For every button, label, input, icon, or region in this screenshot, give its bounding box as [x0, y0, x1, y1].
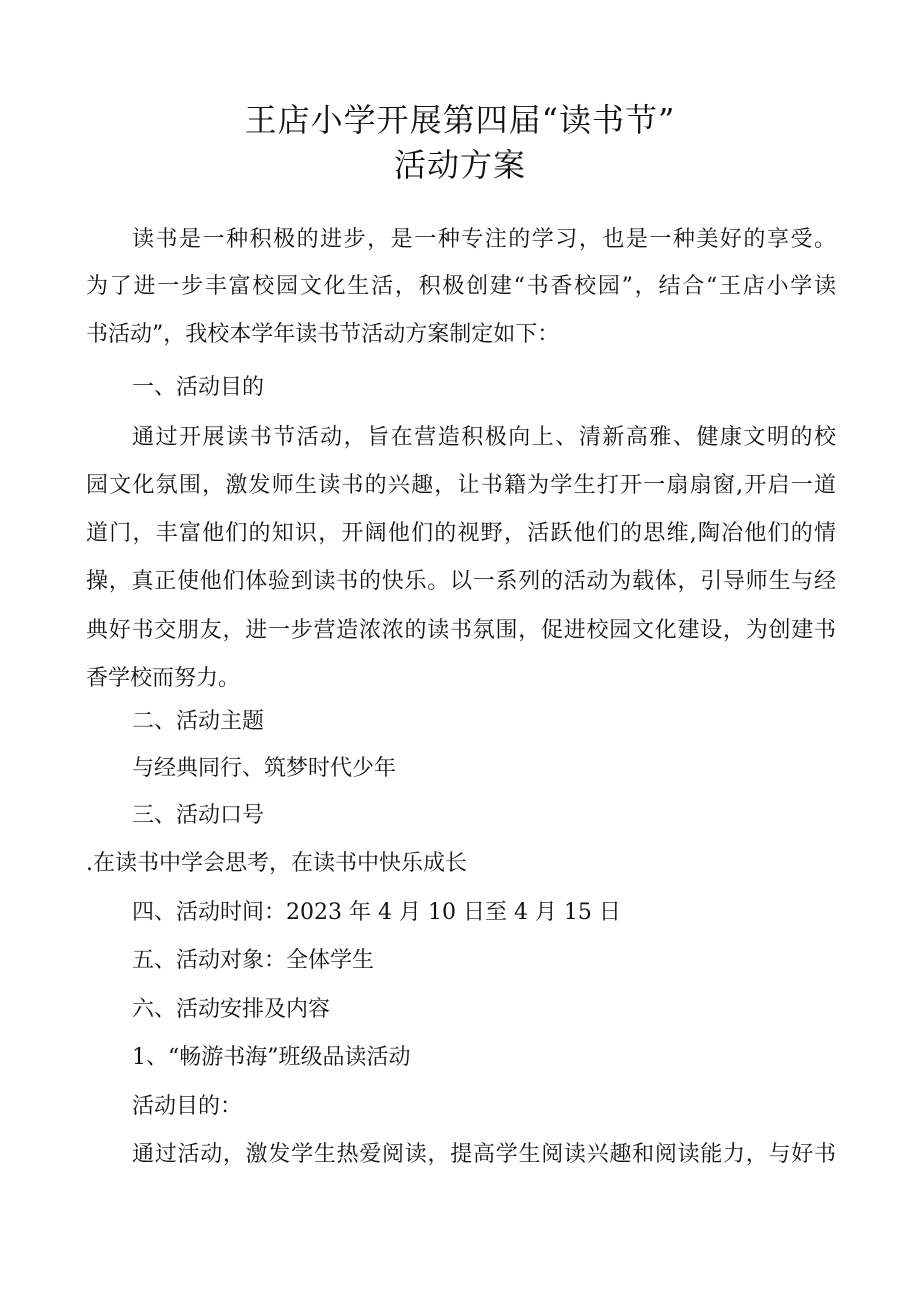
- section4-time: 四、活动时间：2023 年 4 月 10 日至 4 月 15 日: [132, 900, 621, 925]
- document-title-line1: 王店小学开展第四届“读书节”: [244, 101, 676, 139]
- item1-purpose-body: 通过活动，激发学生热爱阅读，提高学生阅读兴趣和阅读能力，与好书: [132, 1142, 836, 1167]
- section1-line-2: 园文化氛围，激发师生读书的兴趣，让书籍为学生打开一扇扇窗,开启一道: [86, 473, 836, 498]
- item1-purpose-label: 活动目的：: [132, 1094, 243, 1119]
- section3-heading: 三、活动口号: [132, 803, 265, 828]
- section1-heading: 一、活动目的: [132, 375, 265, 400]
- intro-line-1: 读书是一种积极的进步，是一种专注的学习，也是一种美好的享受。: [132, 227, 836, 252]
- section1-line-1: 通过开展读书节活动，旨在营造积极向上、清新高雅、健康文明的校: [132, 425, 836, 450]
- item1-heading: 1、“畅游书海”班级品读活动: [132, 1045, 411, 1070]
- intro-line-3: 书活动”，我校本学年读书节活动方案制定如下：: [86, 322, 560, 347]
- section5-target: 五、活动对象：全体学生: [132, 948, 375, 973]
- section3-body: .在读书中学会思考，在读书中快乐成长: [86, 851, 467, 876]
- section1-line-3: 道门，丰富他们的知识，开阔他们的视野，活跃他们的思维,陶冶他们的情: [86, 521, 836, 546]
- section1-line-5: 典好书交朋友，进一步营造浓浓的读书氛围，促进校园文化建设，为创建书: [86, 618, 836, 643]
- intro-line-2: 为了进一步丰富校园文化生活，积极创建“书香校园”，结合“王店小学读: [86, 274, 836, 299]
- section1-line-6: 香学校而努力。: [86, 666, 241, 691]
- section2-heading: 二、活动主题: [132, 709, 265, 734]
- document-title-line2: 活动方案: [393, 146, 526, 184]
- section1-line-4: 操，真正使他们体验到读书的快乐。以一系列的活动为载体，引导师生与经: [86, 569, 836, 594]
- section6-heading: 六、活动安排及内容: [132, 997, 331, 1022]
- section2-body: 与经典同行、筑梦时代少年: [132, 756, 397, 781]
